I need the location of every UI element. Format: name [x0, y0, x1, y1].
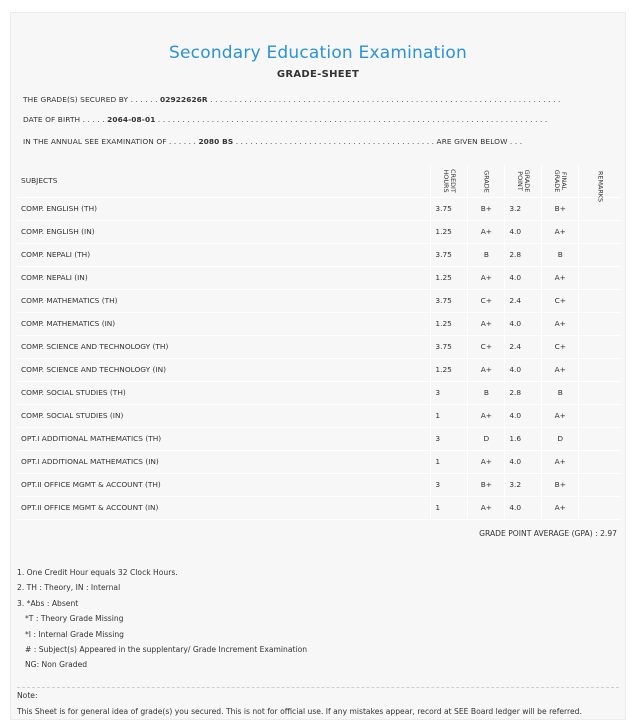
- remarks-cell: [579, 335, 621, 358]
- remarks-cell: [579, 450, 621, 473]
- divider: [17, 687, 619, 688]
- grade-cell: C+: [468, 335, 505, 358]
- grade-cell: B+: [468, 473, 505, 496]
- grade-cell: C+: [468, 289, 505, 312]
- final-grade-cell: B+: [542, 473, 579, 496]
- date-of-birth: 2064-08-01: [107, 115, 156, 124]
- credit-hours-cell: 3.75: [431, 335, 468, 358]
- header-remarks-label: REMARKS: [596, 171, 605, 203]
- credit-hours-cell: 1: [431, 450, 468, 473]
- grade-cell: A+: [468, 450, 505, 473]
- gpa-label: GRADE POINT AVERAGE (GPA) :: [479, 529, 598, 538]
- grade-point-cell: 4.0: [505, 404, 542, 427]
- footer-note-text: This Sheet is for general idea of grade(s) you secured. This is not for official use. If any mistakes appear, record at SEE Board ledger will be referred.: [17, 707, 582, 716]
- grade-cell: B: [468, 243, 505, 266]
- grade-point-cell: 2.4: [505, 289, 542, 312]
- grade-cell: B: [468, 381, 505, 404]
- grade-point-cell: 1.6: [505, 427, 542, 450]
- table-row: [17, 220, 621, 243]
- subject-cell: OPT.I ADDITIONAL MATHEMATICS (TH): [17, 427, 431, 450]
- table-row: [17, 358, 621, 381]
- dob-label: DATE OF BIRTH . . . . .: [23, 115, 105, 124]
- final-grade-cell: B+: [542, 197, 579, 220]
- exam-trail: . . . . . . . . . . . . . . . . . . . . . . . . . . . . . . . . . . . . . . . . . ARE GIVEN BELOW . . .: [235, 137, 523, 146]
- remarks-cell: [579, 243, 621, 266]
- subject-cell: COMP. MATHEMATICS (IN): [17, 312, 431, 335]
- grade-point-cell: 4.0: [505, 450, 542, 473]
- grade-point-cell: 3.2: [505, 473, 542, 496]
- grades-table: [17, 165, 621, 520]
- grade-point-cell: 2.8: [505, 243, 542, 266]
- grade-cell: A+: [468, 404, 505, 427]
- footer-note-label: Note:: [17, 691, 38, 700]
- grade-point-cell: 2.4: [505, 335, 542, 358]
- credit-hours-cell: 3: [431, 473, 468, 496]
- note-item: # : Subject(s) Appeared in the supplentary/ Grade Increment Examination: [25, 645, 308, 655]
- note-item: 2. TH : Theory, IN : Internal: [17, 583, 121, 593]
- note-item: 1. One Credit Hour equals 32 Clock Hours.: [17, 568, 178, 577]
- remarks-cell: [579, 427, 621, 450]
- credit-hours-cell: 3.75: [431, 289, 468, 312]
- subject-cell: COMP. NEPALI (TH): [17, 243, 431, 266]
- header-grade: [468, 165, 505, 197]
- subject-cell: COMP. SCIENCE AND TECHNOLOGY (IN): [17, 358, 431, 381]
- table-row: [17, 473, 621, 496]
- grade-cell: A+: [468, 266, 505, 289]
- remarks-cell: [579, 289, 621, 312]
- note-item: *I : Internal Grade Missing: [25, 629, 124, 639]
- header-credit-hours-label: CREDIT HOURS: [442, 168, 458, 193]
- note-item: 3. *Abs : Absent: [17, 598, 79, 608]
- subject-cell: OPT.II OFFICE MGMT & ACCOUNT (TH): [17, 473, 431, 496]
- remarks-cell: [579, 473, 621, 496]
- credit-hours-cell: 1: [431, 496, 468, 519]
- final-grade-cell: D: [542, 427, 579, 450]
- subject-cell: COMP. SCIENCE AND TECHNOLOGY (TH): [17, 335, 431, 358]
- dotted-trail: . . . . . . . . . . . . . . . . . . . . . . . . . . . . . . . . . . . . . . . . . . . . . . . . . . . . . . . . . . . . . . . . . . . . . . . . . . . . . . . .: [157, 115, 548, 124]
- grade-point-cell: 4.0: [505, 358, 542, 381]
- grade-rows: [17, 197, 621, 519]
- credit-hours-cell: 3: [431, 381, 468, 404]
- grade-point-cell: 2.8: [505, 381, 542, 404]
- gpa-value: 2.97: [600, 529, 617, 538]
- grade-cell: D: [468, 427, 505, 450]
- final-grade-cell: B: [542, 243, 579, 266]
- dob-line: [23, 115, 547, 124]
- final-grade-cell: C+: [542, 335, 579, 358]
- grade-sheet: [10, 12, 626, 720]
- credit-hours-cell: 3: [431, 427, 468, 450]
- final-grade-cell: A+: [542, 496, 579, 519]
- final-grade-cell: A+: [542, 220, 579, 243]
- grade-secured-line: [23, 95, 560, 104]
- final-grade-cell: C+: [542, 289, 579, 312]
- note-item: NG: Non Graded: [25, 660, 88, 670]
- symbol-number: 02922626R: [159, 95, 208, 104]
- grade-point-cell: 4.0: [505, 266, 542, 289]
- subject-cell: COMP. ENGLISH (IN): [17, 220, 431, 243]
- subject-cell: OPT.II OFFICE MGMT & ACCOUNT (IN): [17, 496, 431, 519]
- final-grade-cell: A+: [542, 266, 579, 289]
- grade-point-cell: 3.2: [505, 197, 542, 220]
- grade-point-cell: 4.0: [505, 312, 542, 335]
- page-subtitle: GRADE-SHEET: [276, 69, 360, 80]
- table-row: [17, 427, 621, 450]
- subject-cell: COMP. SOCIAL STUDIES (TH): [17, 381, 431, 404]
- table-row: [17, 450, 621, 473]
- remarks-cell: [579, 496, 621, 519]
- grade-cell: A+: [468, 220, 505, 243]
- header-final-grade-label: FINAL GRADE: [553, 169, 569, 192]
- final-grade-cell: A+: [542, 450, 579, 473]
- table-row: [17, 381, 621, 404]
- credit-hours-cell: 3.75: [431, 243, 468, 266]
- remarks-cell: [579, 358, 621, 381]
- subject-cell: OPT.I ADDITIONAL MATHEMATICS (IN): [17, 450, 431, 473]
- table-row: [17, 243, 621, 266]
- table-header-row: [17, 165, 621, 197]
- remarks-cell: [579, 381, 621, 404]
- credit-hours-cell: 3.75: [431, 197, 468, 220]
- grade-cell: A+: [468, 496, 505, 519]
- final-grade-cell: A+: [542, 358, 579, 381]
- dotted-trail: . . . . . . . . . . . . . . . . . . . . . . . . . . . . . . . . . . . . . . . . . . . . . . . . . . . . . . . . . . . . . . . . . . . . . . . .: [210, 95, 561, 104]
- header-grade-point-label: GRADE POINT: [516, 169, 532, 192]
- table-row: [17, 335, 621, 358]
- notes-list: [17, 565, 307, 673]
- subject-cell: COMP. ENGLISH (TH): [17, 197, 431, 220]
- header-credit-hours: [431, 165, 468, 197]
- table-row: [17, 496, 621, 519]
- table-row: [17, 197, 621, 220]
- table-row: [17, 312, 621, 335]
- table-row: [17, 404, 621, 427]
- final-grade-cell: A+: [542, 404, 579, 427]
- header-grade-label: GRADE: [482, 170, 491, 193]
- remarks-cell: [579, 266, 621, 289]
- credit-hours-cell: 1.25: [431, 220, 468, 243]
- gpa-line: [479, 529, 617, 538]
- subject-cell: COMP. NEPALI (IN): [17, 266, 431, 289]
- exam-line: [23, 137, 522, 146]
- grade-point-cell: 4.0: [505, 496, 542, 519]
- exam-label: IN THE ANNUAL SEE EXAMINATION OF . . . . . .: [23, 137, 196, 146]
- remarks-cell: [579, 312, 621, 335]
- header-remarks: [579, 165, 621, 203]
- final-grade-cell: B: [542, 381, 579, 404]
- grade-cell: B+: [468, 197, 505, 220]
- header-grade-point: [505, 165, 542, 197]
- credit-hours-cell: 1.25: [431, 358, 468, 381]
- grade-secured-label: THE GRADE(S) SECURED BY . . . . . .: [23, 95, 158, 104]
- table-row: [17, 289, 621, 312]
- page-title: Secondary Education Examination: [169, 43, 467, 63]
- header-subjects: SUBJECTS: [17, 165, 431, 197]
- subject-cell: COMP. SOCIAL STUDIES (IN): [17, 404, 431, 427]
- subject-cell: COMP. MATHEMATICS (TH): [17, 289, 431, 312]
- note-item: *T : Theory Grade Missing: [25, 614, 124, 624]
- table-row: [17, 266, 621, 289]
- grade-point-cell: 4.0: [505, 220, 542, 243]
- grade-cell: A+: [468, 358, 505, 381]
- exam-year: 2080 BS: [198, 137, 234, 146]
- remarks-cell: [579, 220, 621, 243]
- header-final-grade: [542, 165, 579, 197]
- remarks-cell: [579, 404, 621, 427]
- final-grade-cell: A+: [542, 312, 579, 335]
- credit-hours-cell: 1: [431, 404, 468, 427]
- grade-cell: A+: [468, 312, 505, 335]
- credit-hours-cell: 1.25: [431, 266, 468, 289]
- credit-hours-cell: 1.25: [431, 312, 468, 335]
